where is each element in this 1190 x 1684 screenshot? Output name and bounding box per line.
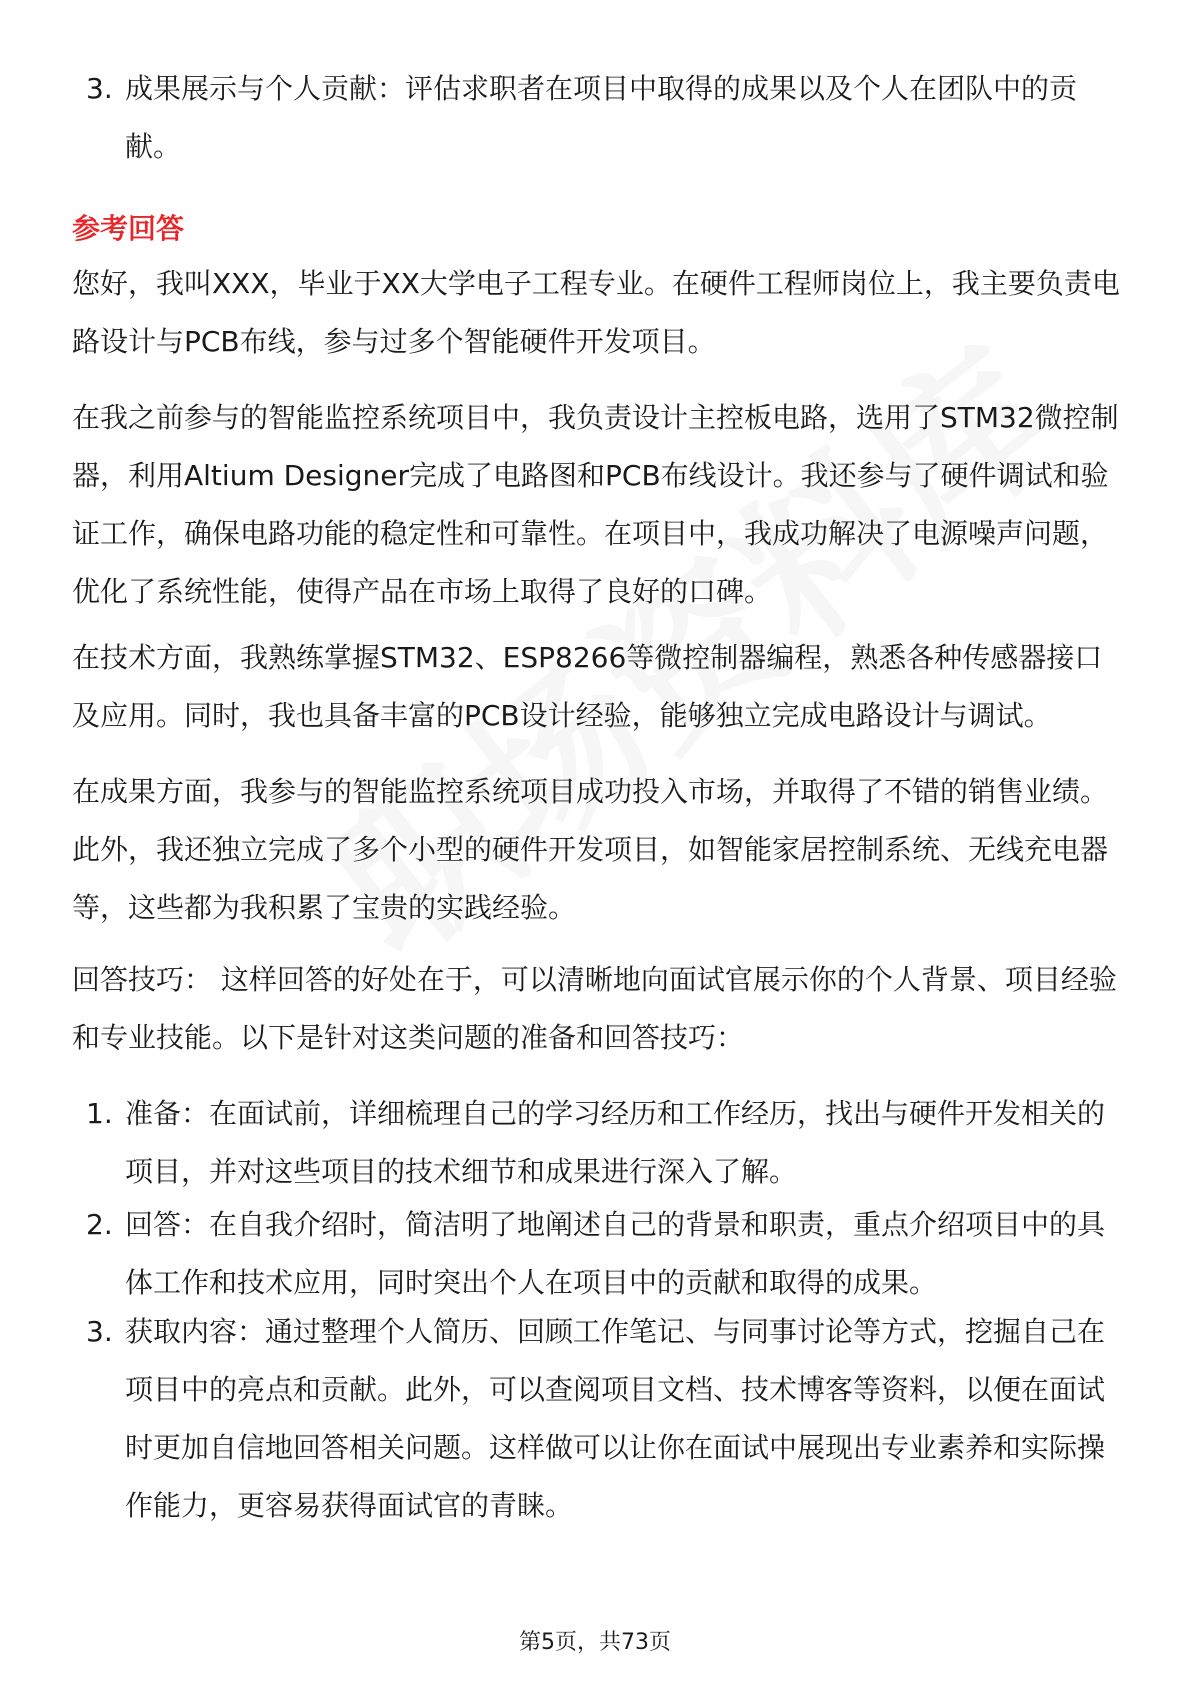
skills-paragraph: 在技术方面，我熟练掌握STM32、ESP8266等微控制器编程，熟悉各种传感器接口及应用。同时，我也具备丰富的PCB设计经验，能够独立完成电路设计与调试。 <box>72 641 1103 732</box>
section-heading: 参考回答 <box>72 212 185 245</box>
list-item-text: 准备：在面试前，详细梳理自己的学习经历和工作经历，找出与硬件开发相关的项目，并对这些项目的技术细节和成果进行深入了解。 <box>125 1097 1106 1188</box>
list-item-number: 2. <box>86 1208 113 1241</box>
list-item-text: 获取内容：通过整理个人简历、回顾工作笔记、与同事讨论等方式，挖掘自己在项目中的亮点和贡献。此外，可以查阅项目文档、技术博客等资料，以便在面试时更加自信地回答相关问题。这样做可以让你在面试中展现出专业素养和实际操作能力，更容易获得面试官的青睐。 <box>125 1315 1106 1522</box>
tips-intro-paragraph: 回答技巧： 这样回答的好处在于，可以清晰地向面试官展示你的个人背景、项目经验和专业技能。以下是针对这类问题的准备和回答技巧： <box>72 963 1117 1054</box>
intro-paragraph: 您好，我叫XXX，毕业于XX大学电子工程专业。在硬件工程师岗位上，我主要负责电路设计与PCB布线，参与过多个智能硬件开发项目。 <box>72 267 1120 358</box>
list-item-number: 3. <box>86 72 113 105</box>
list-item-text: 回答：在自我介绍时，简洁明了地阐述自己的背景和职责，重点介绍项目中的具体工作和技术应用，同时突出个人在项目中的贡献和取得的成果。 <box>125 1208 1106 1299</box>
project-paragraph: 在我之前参与的智能监控系统项目中，我负责设计主控板电路，选用了STM32微控制器，利用Altium Designer完成了电路图和PCB布线设计。我还参与了硬件调试和验证工作，确保电路功能的稳定性和可靠性。在项目中，我成功解决了电源噪声问题，优化了系统性能，使得产品在市场上取得了良好的口碑。 <box>72 401 1119 608</box>
list-item-text: 成果展示与个人贡献：评估求职者在项目中取得的成果以及个人在团队中的贡献。 <box>125 72 1078 163</box>
list-item-number: 1. <box>86 1097 113 1130</box>
achievements-paragraph: 在成果方面，我参与的智能监控系统项目成功投入市场，并取得了不错的销售业绩。此外，我还独立完成了多个小型的硬件开发项目，如智能家居控制系统、无线充电器等，这些都为我积累了宝贵的实践经验。 <box>72 775 1109 924</box>
page-footer: 第5页，共73页 <box>519 1630 671 1655</box>
list-item-number: 3. <box>86 1315 113 1348</box>
